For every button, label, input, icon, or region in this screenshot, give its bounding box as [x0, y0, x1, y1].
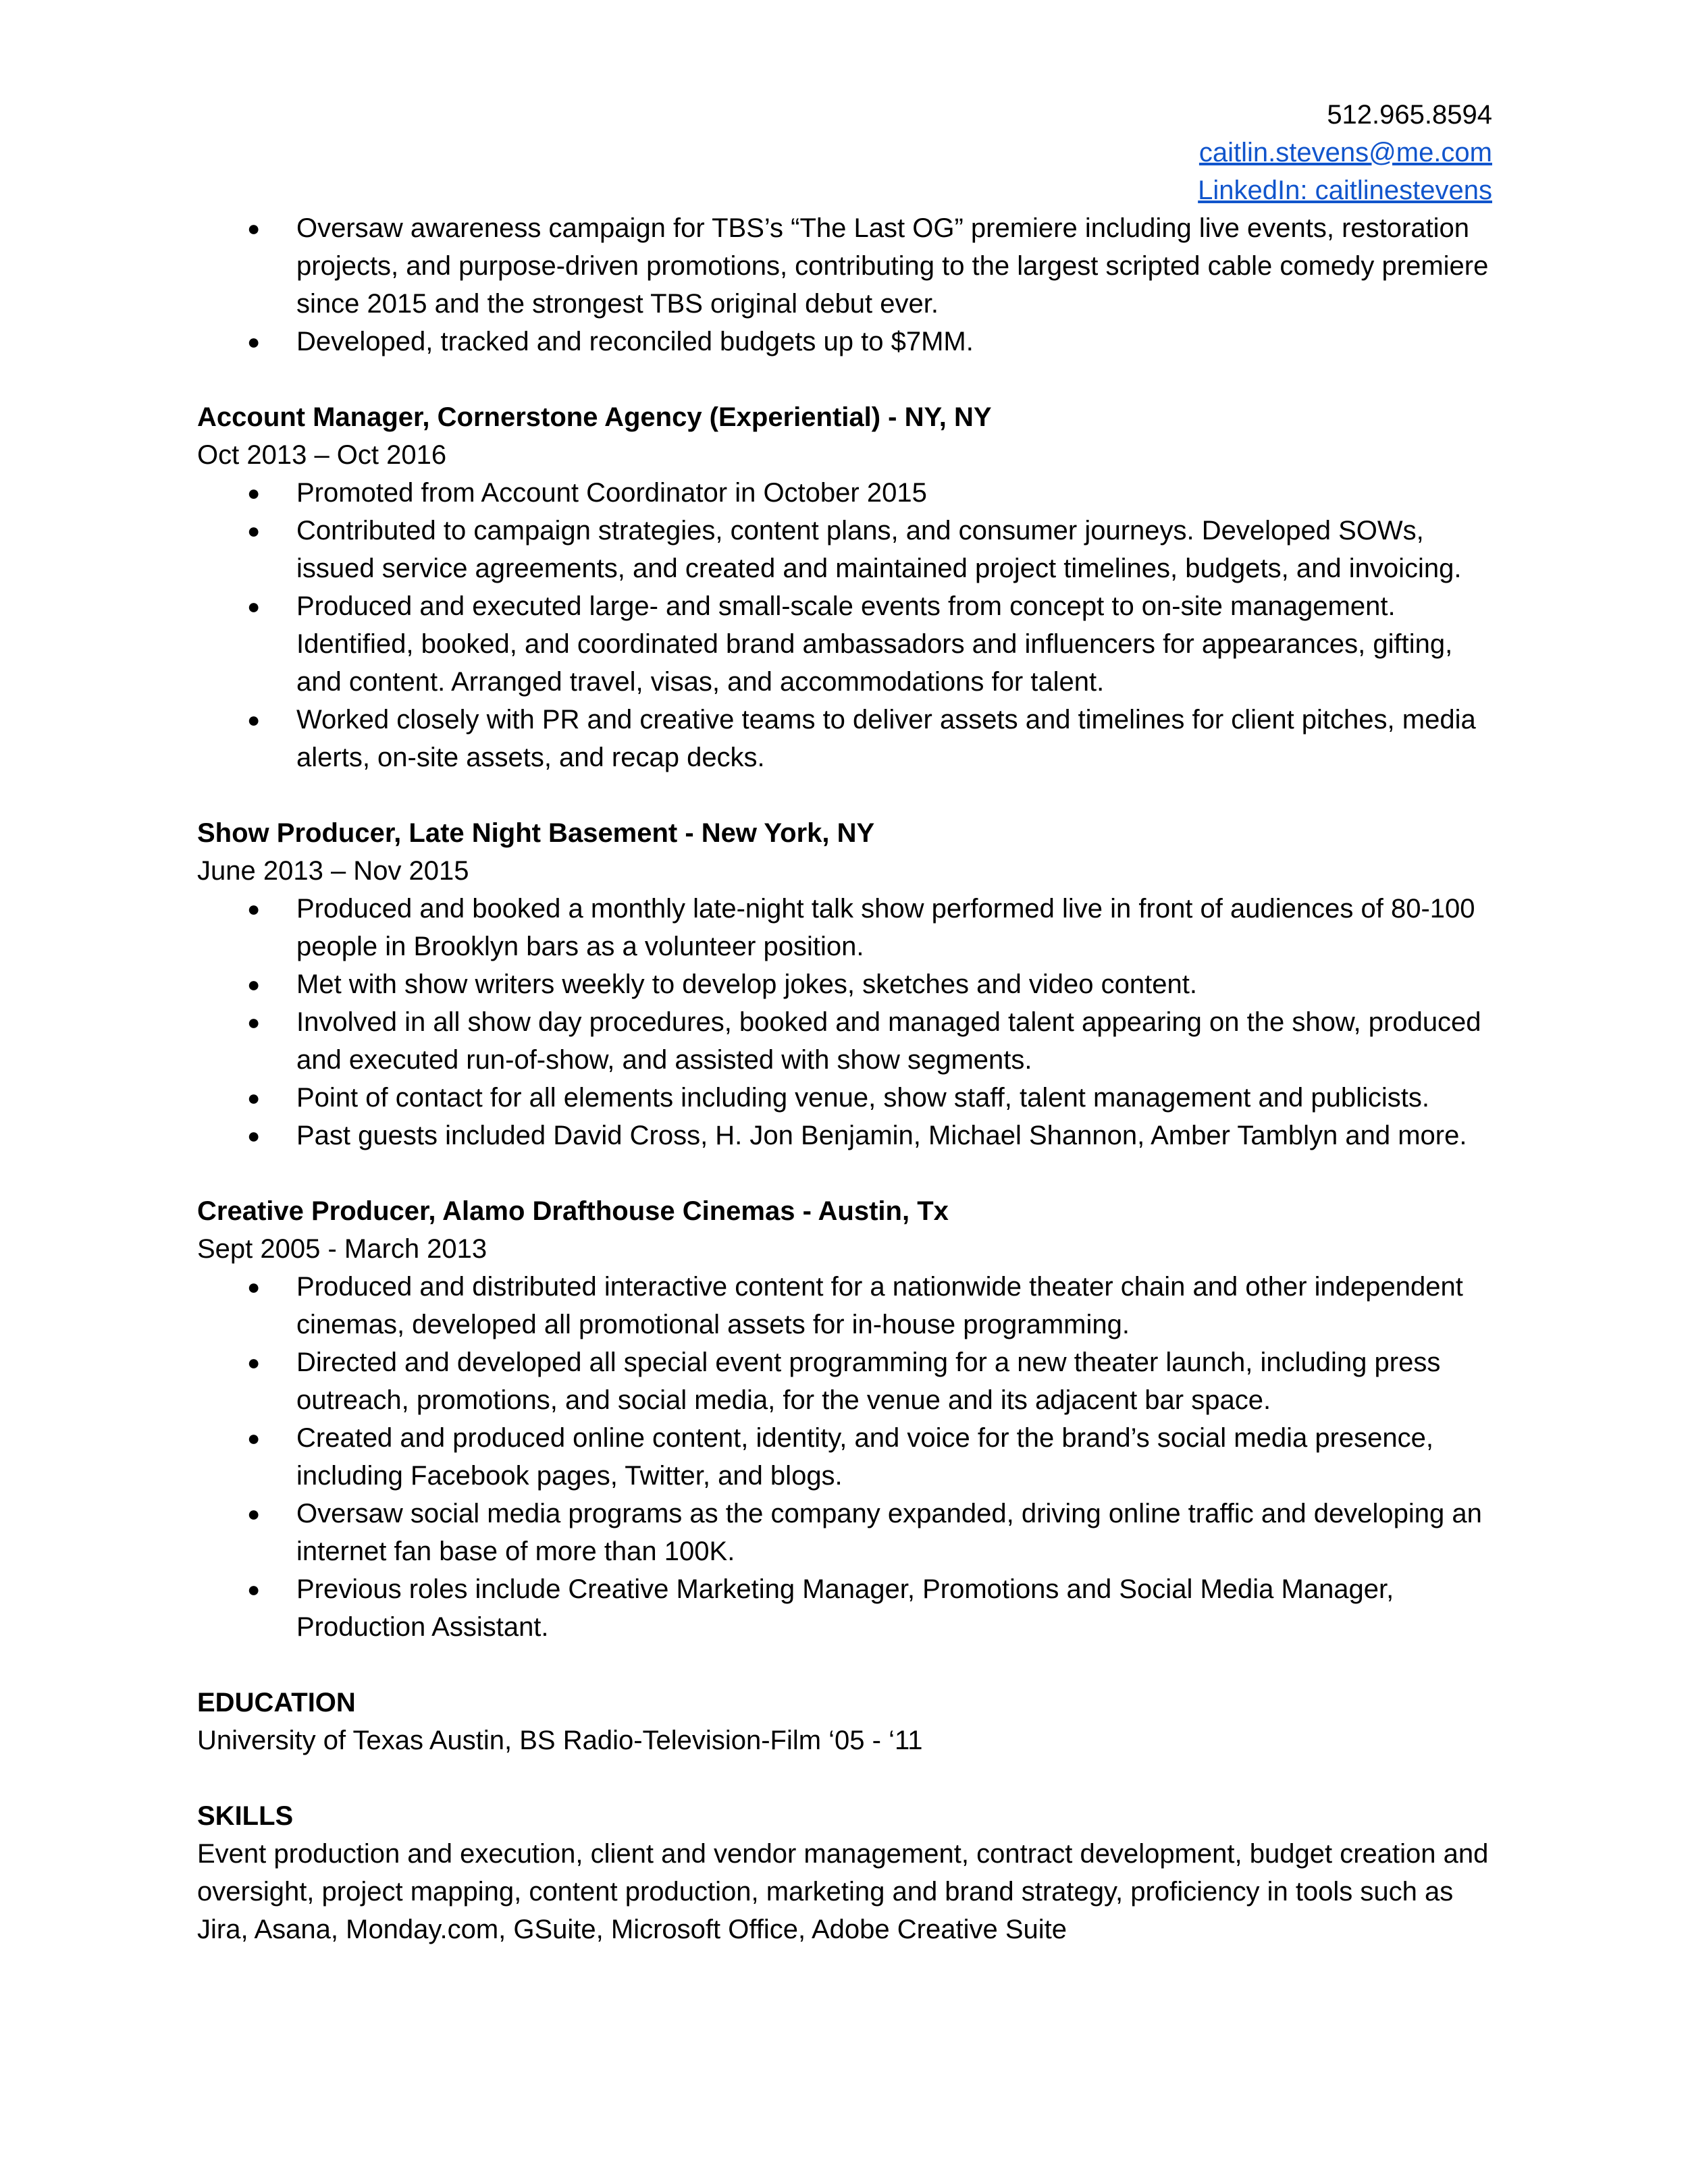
list-item: [197, 512, 1500, 587]
bullet-text: Produced and booked a monthly late-night talk show performed live in front of audiences of 80-100 people in Brooklyn bars as a volunteer position.: [296, 894, 1475, 961]
skills-text: Event production and execution, client and vendor management, contract development, budget creation and oversight, project mapping, content production, marketing and brand strategy, proficiency in tools such as Jira, Asana, Monday.com, GSuite, Microsoft Office, Adobe Creative Suite: [197, 1839, 1489, 1944]
list-item: [197, 1117, 1500, 1154]
list-item: [197, 1495, 1500, 1570]
education-section: [197, 1684, 1500, 1759]
bullet-icon: ●: [247, 1350, 261, 1375]
bullet-text: Met with show writers weekly to develop jokes, sketches and video content.: [296, 969, 1197, 999]
bullet-icon: ●: [247, 1501, 261, 1526]
bullet-icon: ●: [247, 972, 261, 996]
list-item: [197, 1419, 1500, 1495]
section-heading-skills: SKILLS: [197, 1801, 294, 1831]
bullet-icon: ●: [247, 1123, 261, 1148]
section-heading-education: EDUCATION: [197, 1688, 356, 1717]
bullet-text: Point of contact for all elements including venue, show staff, talent management and publicists.: [296, 1083, 1430, 1113]
list-item: [197, 1343, 1500, 1419]
bullet-icon: ●: [247, 518, 261, 543]
job-bullet-list: [197, 1268, 1500, 1646]
list-item: [197, 1079, 1500, 1117]
bullet-text: Created and produced online content, identity, and voice for the brand’s social media presence, including Facebook pages, Twitter, and blogs.: [296, 1423, 1434, 1491]
bullet-text: Worked closely with PR and creative teams to deliver assets and timelines for client pitches, media alerts, on-site assets, and recap decks.: [296, 705, 1476, 772]
bullet-icon: ●: [247, 216, 261, 240]
bullet-text: Involved in all show day procedures, booked and managed talent appearing on the show, produced and executed run-of-show, and assisted with show segments.: [296, 1007, 1481, 1075]
intro-bullet-list: [197, 209, 1500, 361]
spacer: [197, 776, 1500, 814]
bullet-icon: ●: [247, 481, 261, 505]
job-bullet-list: [197, 474, 1500, 776]
linkedin-link[interactable]: LinkedIn: caitlinestevens: [1198, 176, 1492, 205]
bullet-text: Past guests included David Cross, H. Jon Benjamin, Michael Shannon, Amber Tamblyn and more.: [296, 1121, 1467, 1150]
email-link[interactable]: caitlin.stevens@me.com: [1198, 138, 1492, 167]
spacer: [197, 361, 1500, 398]
bullet-icon: ●: [247, 594, 261, 618]
job-dates: Oct 2013 – Oct 2016: [197, 440, 447, 470]
job-bullet-list: [197, 890, 1500, 1154]
list-item: [197, 1268, 1500, 1343]
bullet-icon: ●: [247, 1426, 261, 1450]
bullet-icon: ●: [247, 329, 261, 354]
bullet-text: Contributed to campaign strategies, content plans, and consumer journeys. Developed SOWs, issued service agreements, and created and maintained project timelines, budgets, and invoicing.: [296, 516, 1462, 583]
list-item: [197, 209, 1500, 323]
bullet-icon: ●: [247, 708, 261, 732]
list-item: [197, 1003, 1500, 1079]
bullet-icon: ●: [247, 1275, 261, 1299]
list-item: [197, 890, 1500, 965]
job-title: Show Producer, Late Night Basement - New York, NY: [197, 818, 875, 848]
spacer: [197, 1154, 1500, 1192]
job-title: Creative Producer, Alamo Drafthouse Cinemas - Austin, Tx: [197, 1196, 949, 1226]
list-item: [197, 323, 1500, 361]
job-entry-cornerstone: [197, 398, 1500, 776]
education-text: University of Texas Austin, BS Radio-Television-Film ‘05 - ‘11: [197, 1726, 923, 1755]
bullet-text: Directed and developed all special event programming for a new theater launch, including press outreach, promotions, and social media, for the venue and its adjacent bar space.: [296, 1348, 1441, 1415]
phone-number: 512.965.8594: [1327, 100, 1492, 130]
job-entry-late-night-basement: [197, 814, 1500, 1154]
bullet-text: Oversaw awareness campaign for TBS’s “The Last OG” premiere including live events, restoration projects, and purpose-driven promotions, contributing to the largest scripted cable comedy premiere since 2015 and the strongest TBS original debut ever.: [296, 213, 1489, 319]
resume-content: [197, 209, 1500, 1948]
bullet-icon: ●: [247, 1577, 261, 1601]
contact-block: [1198, 96, 1492, 209]
skills-section: [197, 1797, 1500, 1948]
spacer: [197, 1759, 1500, 1797]
list-item: [197, 701, 1500, 776]
job-dates: Sept 2005 - March 2013: [197, 1234, 487, 1264]
bullet-icon: ●: [247, 897, 261, 921]
job-title: Account Manager, Cornerstone Agency (Experiential) - NY, NY: [197, 402, 992, 432]
bullet-text: Previous roles include Creative Marketing Manager, Promotions and Social Media Manager, Production Assistant.: [296, 1574, 1394, 1642]
spacer: [197, 1646, 1500, 1684]
bullet-text: Produced and executed large- and small-scale events from concept to on-site management. Identified, booked, and coordinated brand ambassadors and influencers for appearances, gifting, and content. Arranged travel, visas, and accommodations for talent.: [296, 591, 1453, 697]
bullet-text: Oversaw social media programs as the company expanded, driving online traffic and developing an internet fan base of more than 100K.: [296, 1499, 1482, 1566]
list-item: [197, 965, 1500, 1003]
list-item: [197, 1570, 1500, 1646]
list-item: [197, 587, 1500, 701]
list-item: [197, 474, 1500, 512]
bullet-text: Promoted from Account Coordinator in October 2015: [296, 478, 927, 508]
bullet-icon: ●: [247, 1086, 261, 1110]
bullet-text: Produced and distributed interactive content for a nationwide theater chain and other independent cinemas, developed all promotional assets for in-house programming.: [296, 1272, 1463, 1339]
job-dates: June 2013 – Nov 2015: [197, 856, 469, 886]
bullet-icon: ●: [247, 1010, 261, 1034]
bullet-text: Developed, tracked and reconciled budgets up to $7MM.: [296, 327, 974, 356]
job-entry-alamo-drafthouse: [197, 1192, 1500, 1646]
